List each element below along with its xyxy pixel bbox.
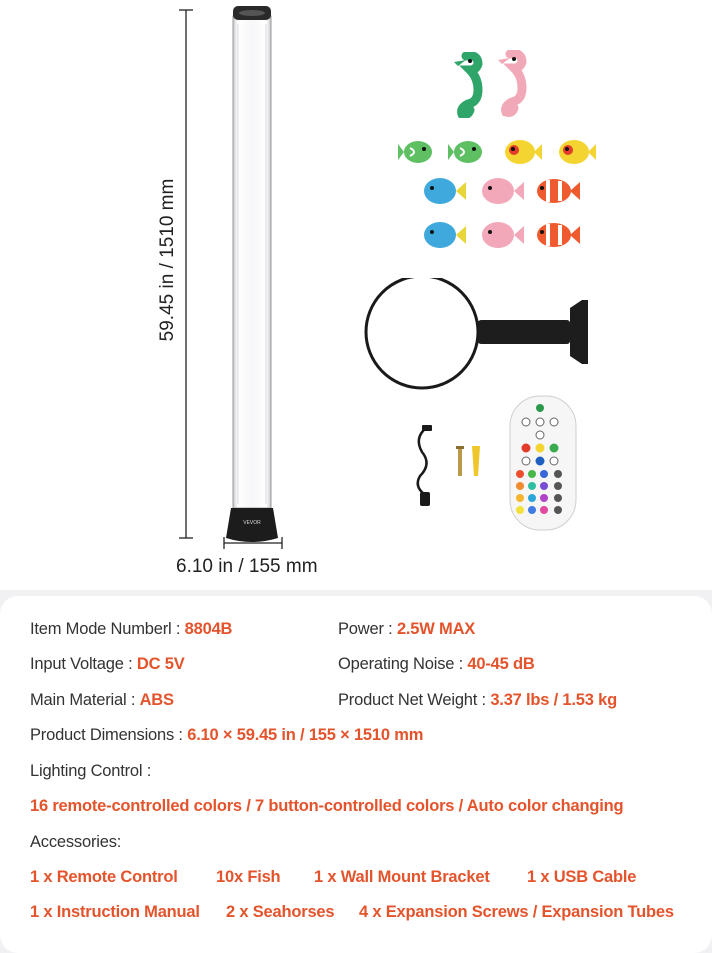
spec-power-value: 2.5W MAX	[396, 620, 476, 638]
spec-dimensions-value: 6.10 × 59.45 in / 155 × 1510 mm	[187, 726, 424, 744]
fish-clownfish-icon	[532, 218, 580, 252]
spec-model-value: 8804B	[184, 620, 233, 638]
spec-voltage-value: DC 5V	[136, 655, 185, 673]
seahorse-green-icon	[448, 52, 492, 118]
fish-yellow-icon	[500, 136, 542, 168]
spec-noise-value: 40-45 dB	[467, 655, 535, 673]
spec-weight	[338, 691, 617, 710]
fish-blue-icon	[420, 174, 466, 208]
spec-material	[30, 691, 174, 710]
spec-voltage-label: Input Voltage :	[30, 655, 133, 673]
spec-material-value: ABS	[139, 691, 174, 709]
accessory-item: 1 x Remote Control	[30, 868, 178, 886]
fish-pink-icon	[478, 174, 524, 208]
base-logo: VEVOR	[243, 520, 261, 526]
height-dimension-label: 59.45 in / 1510 mm	[157, 178, 178, 342]
wall-mount-bracket-icon	[360, 278, 596, 390]
fish-yellow-icon	[554, 136, 596, 168]
spec-weight-label: Product Net Weight :	[338, 691, 486, 709]
fish-pink-icon	[478, 218, 524, 252]
spec-power-label: Power :	[338, 620, 393, 638]
spec-lighting-label: Lighting Control :	[30, 762, 152, 780]
remote-control-icon	[508, 394, 578, 534]
accessory-item: 1 x USB Cable	[527, 868, 637, 886]
usb-cable-icon	[412, 424, 442, 508]
spec-noise-label: Operating Noise :	[338, 655, 463, 673]
spec-power	[338, 620, 475, 639]
spec-model-label: Item Mode Numberl :	[30, 620, 181, 638]
spec-weight-value: 3.37 lbs / 1.53 kg	[490, 691, 617, 709]
accessory-item: 2 x Seahorses	[226, 903, 335, 921]
fish-clownfish-icon	[532, 174, 580, 208]
width-dimension-label: 6.10 in / 155 mm	[176, 556, 318, 577]
fish-green-icon	[398, 136, 434, 168]
spec-lighting-value: 16 remote-controlled colors / 7 button-controlled colors / Auto color changing	[30, 797, 624, 815]
accessory-item: 1 x Wall Mount Bracket	[314, 868, 490, 886]
accessory-item: 10x Fish	[216, 868, 281, 886]
accessory-item: 1 x Instruction Manual	[30, 903, 200, 921]
accessories-label: Accessories:	[30, 833, 122, 851]
seahorse-pink-icon	[492, 50, 536, 118]
fish-green-icon	[448, 136, 484, 168]
accessory-item: 4 x Expansion Screws / Expansion Tubes	[359, 903, 674, 921]
spec-dimensions	[30, 726, 423, 745]
expansion-screws-icon	[454, 444, 488, 480]
spec-model	[30, 620, 232, 639]
spec-noise	[338, 655, 535, 674]
spec-dimensions-label: Product Dimensions :	[30, 726, 183, 744]
spec-card	[0, 596, 712, 953]
fish-blue-icon	[420, 218, 466, 252]
bubble-lamp-tube	[220, 4, 284, 548]
spec-voltage	[30, 655, 185, 674]
spec-material-label: Main Material :	[30, 691, 136, 709]
